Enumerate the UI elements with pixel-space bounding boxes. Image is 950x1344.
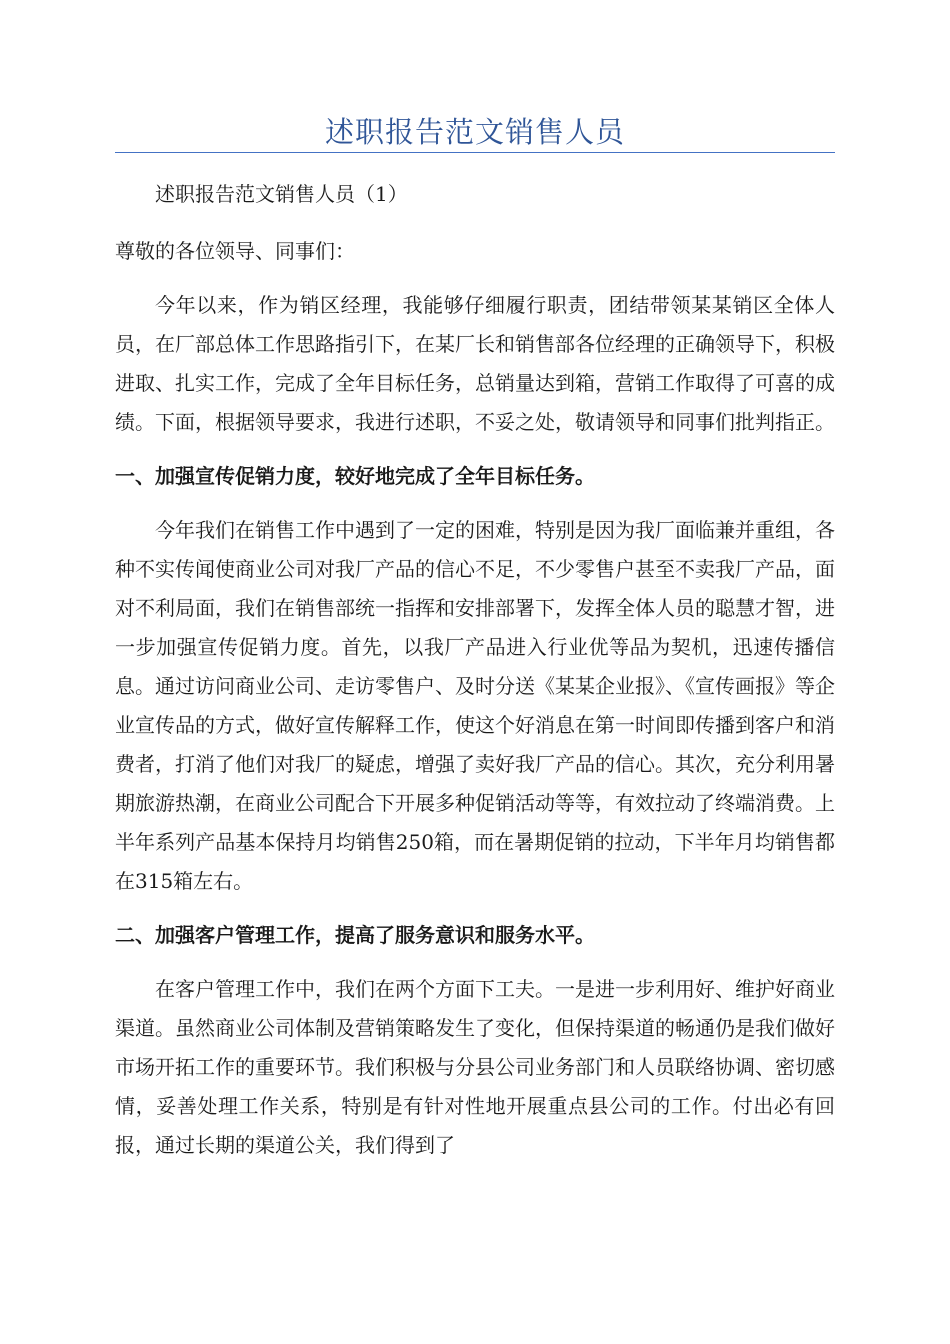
document-subtitle: 述职报告范文销售人员（1）	[155, 182, 408, 206]
section-heading-2: 二、加强客户管理工作，提高了服务意识和服务水平。	[115, 923, 595, 947]
body-paragraph-2: 今年我们在销售工作中遇到了一定的困难，特别是因为我厂面临兼并重组，各种不实传闻使商业公司对我厂产品的信心不足，不少零售户甚至不卖我厂产品，面对不利局面，我们在销售部统一指挥和安排部署下，发挥全体人员的聪慧才智，进一步加强宣传促销力度。首先，以我厂产品进入行业优等品为契机，迅速传播信息。通过访问商业公司、走访零售户、及时分送《某某企业报》、《宣传画报》等企业宣传品的方式，做好宣传解释工作，使这个好消息在第一时间即传播到客户和消费者，打消了他们对我厂的疑虑，增强了卖好我厂产品的信心。其次，充分利用暑期旅游热潮，在商业公司配合下开展多种促销活动等等，有效拉动了终端消费。上半年系列产品基本保持月均销售250箱，而在暑期促销的拉动，下半年月均销售都在315箱左右。	[115, 518, 835, 893]
document-title: 述职报告范文销售人员	[324, 115, 625, 149]
body-paragraph-3: 在客户管理工作中，我们在两个方面下工夫。一是进一步利用好、维护好商业渠道。虽然商业公司体制及营销策略发生了变化，但保持渠道的畅通仍是我们做好市场开拓工作的重要环节。我们积极与分县公司业务部门和人员联络协调、密切感情，妥善处理工作关系，特别是有针对性地开展重点县公司的工作。付出必有回报，通过长期的渠道公关，我们得到了	[115, 977, 835, 1157]
body-paragraph-1: 今年以来，作为销区经理，我能够仔细履行职责，团结带领某某销区全体人员，在厂部总体工作思路指引下，在某厂长和销售部各位经理的正确领导下，积极进取、扎实工作，完成了全年目标任务，总销量达到箱，营销工作取得了可喜的成绩。下面，根据领导要求，我进行述职，不妥之处，敬请领导和同事们批判指正。	[115, 293, 835, 434]
title-underline	[115, 152, 835, 153]
document-page	[115, 0, 835, 1165]
salutation: 尊敬的各位领导、同事们：	[115, 239, 355, 263]
section-heading-1: 一、加强宣传促销力度，较好地完成了全年目标任务。	[115, 464, 595, 488]
